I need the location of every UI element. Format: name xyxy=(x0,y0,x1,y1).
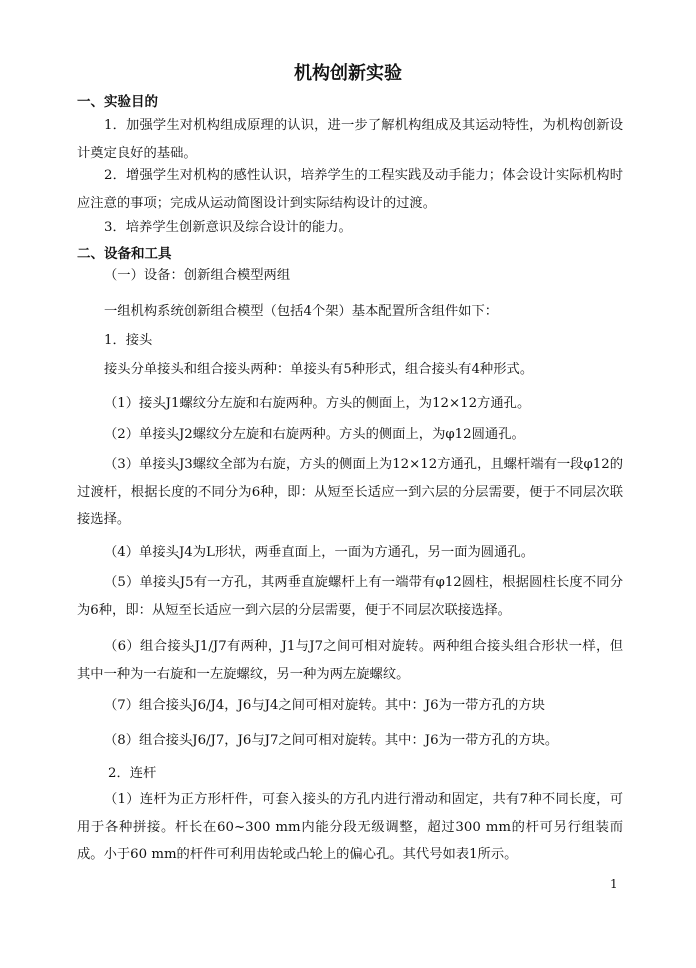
paragraph-equipment-1: （一）设备：创新组合模型两组 xyxy=(104,268,291,283)
page-number: 1 xyxy=(610,877,618,891)
paragraph-joint-2: （2）单接头J2螺纹分左旋和右旋两种。方头的侧面上，为φ12圆通孔。 xyxy=(104,427,525,442)
subheading-joints: 1．接头 xyxy=(104,333,153,348)
paragraph-purpose-2: 2．增强学生对机构的感性认识，培养学生的工程实践及动手能力；体会设计实际机构时应注意的事项；完成从运动简图设计到实际结构设计的过渡。 xyxy=(77,168,623,211)
paragraph-purpose-3: 3．培养学生创新意识及综合设计的能力。 xyxy=(104,220,352,235)
paragraph-equipment-2: 一组机构系统创新组合模型（包括4个架）基本配置所含组件如下： xyxy=(104,304,499,319)
subheading-links: 2．连杆 xyxy=(108,766,157,781)
paragraph-joint-5: （5）单接头J5有一方孔，其两垂直旋螺杆上有一端带有φ12圆柱，根据圆柱长度不同分为6种，即：从短至长适应一到六层的分层需要，便于不同层次联接选择。 xyxy=(77,575,623,618)
paragraph-joint-3: （3）单接头J3螺纹全部为右旋，方头的侧面上为12×12方通孔，且螺杆端有一段φ12的过渡杆，根据长度的不同分为6种，即：从短至长适应一到六层的分层需要，便于不同层次联接选择。 xyxy=(77,457,623,528)
paragraph-joint-1: （1）接头J1螺纹分左旋和右旋两种。方头的侧面上，为12×12方通孔。 xyxy=(104,396,531,411)
paragraph-joint-7: （7）组合接头J6/J4，J6与J4之间可相对旋转。其中：J6为一带方孔的方块 xyxy=(104,698,545,713)
paragraph-links-1: （1）连杆为正方形杆件，可套入接头的方孔内进行滑动和固定，共有7种不同长度，可用于各种拼接。杆长在60~300 mm内能分段无级调整，超过300 mm的杆可另行组装而成。小于60 mm的杆件可利用齿轮或凸轮上的偏心孔。其代号如表1所示。 xyxy=(77,792,623,863)
paragraph-joints-intro: 接头分单接头和组合接头两种：单接头有5种形式，组合接头有4种形式。 xyxy=(104,362,534,377)
document-title: 机构创新实验 xyxy=(294,63,402,84)
paragraph-joint-4: （4）单接头J4为L形状，两垂直面上，一面为方通孔，另一面为圆通孔。 xyxy=(104,545,534,560)
section-heading-purpose: 一、实验目的 xyxy=(77,94,158,110)
paragraph-joint-6: （6）组合接头J1/J7有两种，J1与J7之间可相对旋转。两种组合接头组合形状一样，但其中一种为一右旋和一左旋螺纹，另一种为两左旋螺纹。 xyxy=(77,639,623,682)
paragraph-purpose-1: 1．加强学生对机构组成原理的认识，进一步了解机构组成及其运动特性，为机构创新设计奠定良好的基础。 xyxy=(77,118,623,161)
section-heading-equipment: 二、设备和工具 xyxy=(77,246,172,262)
paragraph-joint-8: （8）组合接头J6/J7，J6与J7之间可相对旋转。其中：J6为一带方孔的方块。 xyxy=(104,733,559,748)
